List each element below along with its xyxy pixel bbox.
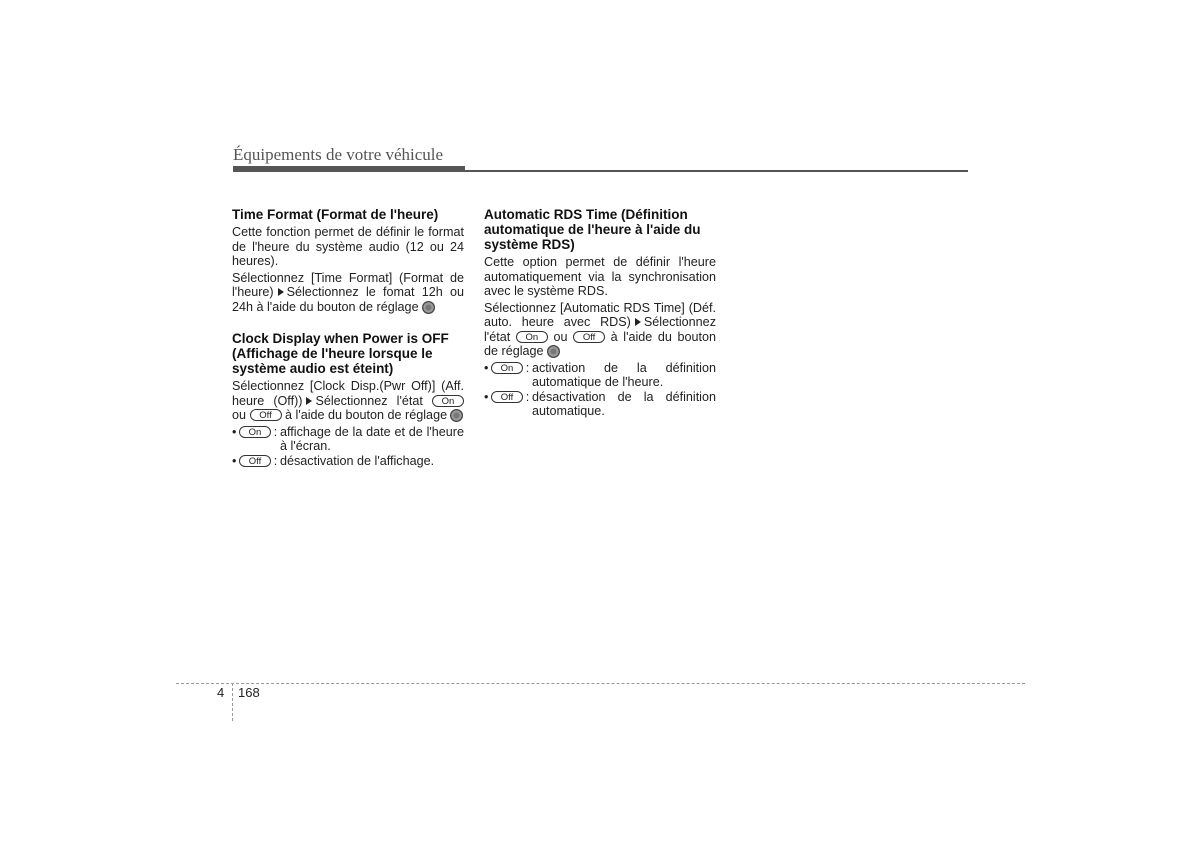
arrow-right-icon (635, 318, 641, 326)
tune-knob-icon (450, 409, 463, 422)
time-format-instruction-part1: Sélectionnez [Time Format] (Format de l'heure) (232, 270, 464, 299)
clock-off-description: désactivation de l'affichage. (280, 453, 435, 468)
time-format-instruction-part2: Sélectionnez le fomat 12h ou 24h à l'aide du bouton de réglage (232, 285, 464, 314)
off-button-icon: Off (250, 409, 282, 421)
rds-off-description: désactivation de la définition automatique. (532, 389, 716, 418)
clock-on-description: affichage de la date et de l'heure à l'écran. (280, 424, 464, 453)
right-column (484, 207, 716, 419)
rds-time-instructions (484, 301, 716, 359)
colon: : (273, 453, 278, 468)
bullet-dot: • (232, 453, 237, 468)
or-text: ou (232, 408, 247, 422)
clock-display-instruction-part1: Sélectionnez [Clock Disp.(Pwr Off)] (Aff. heure (Off)) (232, 379, 464, 408)
list-item-rds-off (484, 390, 716, 419)
footer-rule (176, 683, 1025, 684)
arrow-right-icon (306, 397, 312, 405)
rds-time-instruction-part3: à l'aide du bouton de réglage (484, 329, 717, 358)
section-title-automatic-rds-time: Automatic RDS Time (Définition automatique de l'heure à l'aide du système RDS) (484, 207, 701, 252)
bullet-dot: • (484, 360, 489, 375)
bullet-dot: • (232, 424, 237, 439)
list-item-clock-off (232, 454, 464, 469)
page-header-title: Équipements de votre véhicule (233, 145, 444, 164)
rds-on-description: activation de la définition automatique de l'heure. (532, 360, 716, 389)
rds-time-instruction-part2: Sélectionnez l'état (484, 315, 716, 344)
left-column (232, 207, 464, 468)
colon: : (525, 360, 530, 375)
time-format-instructions (232, 271, 464, 315)
off-button-icon: Off (573, 331, 605, 343)
page-number: 168 (238, 685, 260, 700)
off-button-icon: Off (239, 455, 271, 467)
off-button-icon: Off (491, 391, 523, 403)
header-rule-thin (233, 170, 968, 172)
list-item-clock-on (232, 425, 464, 454)
bullet-dot: • (484, 389, 489, 404)
on-button-icon: On (491, 362, 523, 374)
arrow-right-icon (278, 288, 284, 296)
chapter-number: 4 (217, 685, 225, 700)
on-button-icon: On (432, 395, 464, 407)
clock-display-instructions (232, 379, 464, 423)
colon: : (525, 389, 530, 404)
clock-display-instruction-part3: à l'aide du bouton de réglage (285, 408, 448, 422)
rds-time-description: Cette option permet de définir l'heure automatiquement via la synchronisation avec le système RDS. (484, 255, 716, 298)
section-title-time-format: Time Format (Format de l'heure) (232, 207, 439, 222)
tune-knob-icon (547, 345, 560, 358)
clock-display-instruction-part2: Sélectionnez l'état (315, 393, 423, 408)
or-text: ou (553, 329, 568, 344)
on-button-icon: On (239, 426, 271, 438)
rds-time-instruction-part1: Sélectionnez [Automatic RDS Time] (Déf. auto. heure avec RDS) (484, 300, 716, 329)
list-item-rds-on (484, 361, 716, 390)
on-button-icon: On (516, 331, 548, 343)
footer-divider (232, 683, 233, 721)
section-title-clock-display: Clock Display when Power is OFF (Affichage de l'heure lorsque le système audio est éteint) (232, 331, 449, 376)
time-format-description: Cette fonction permet de définir le format de l'heure du système audio (12 ou 24 heures). (232, 225, 464, 268)
colon: : (273, 424, 278, 439)
tune-knob-icon (422, 301, 435, 314)
